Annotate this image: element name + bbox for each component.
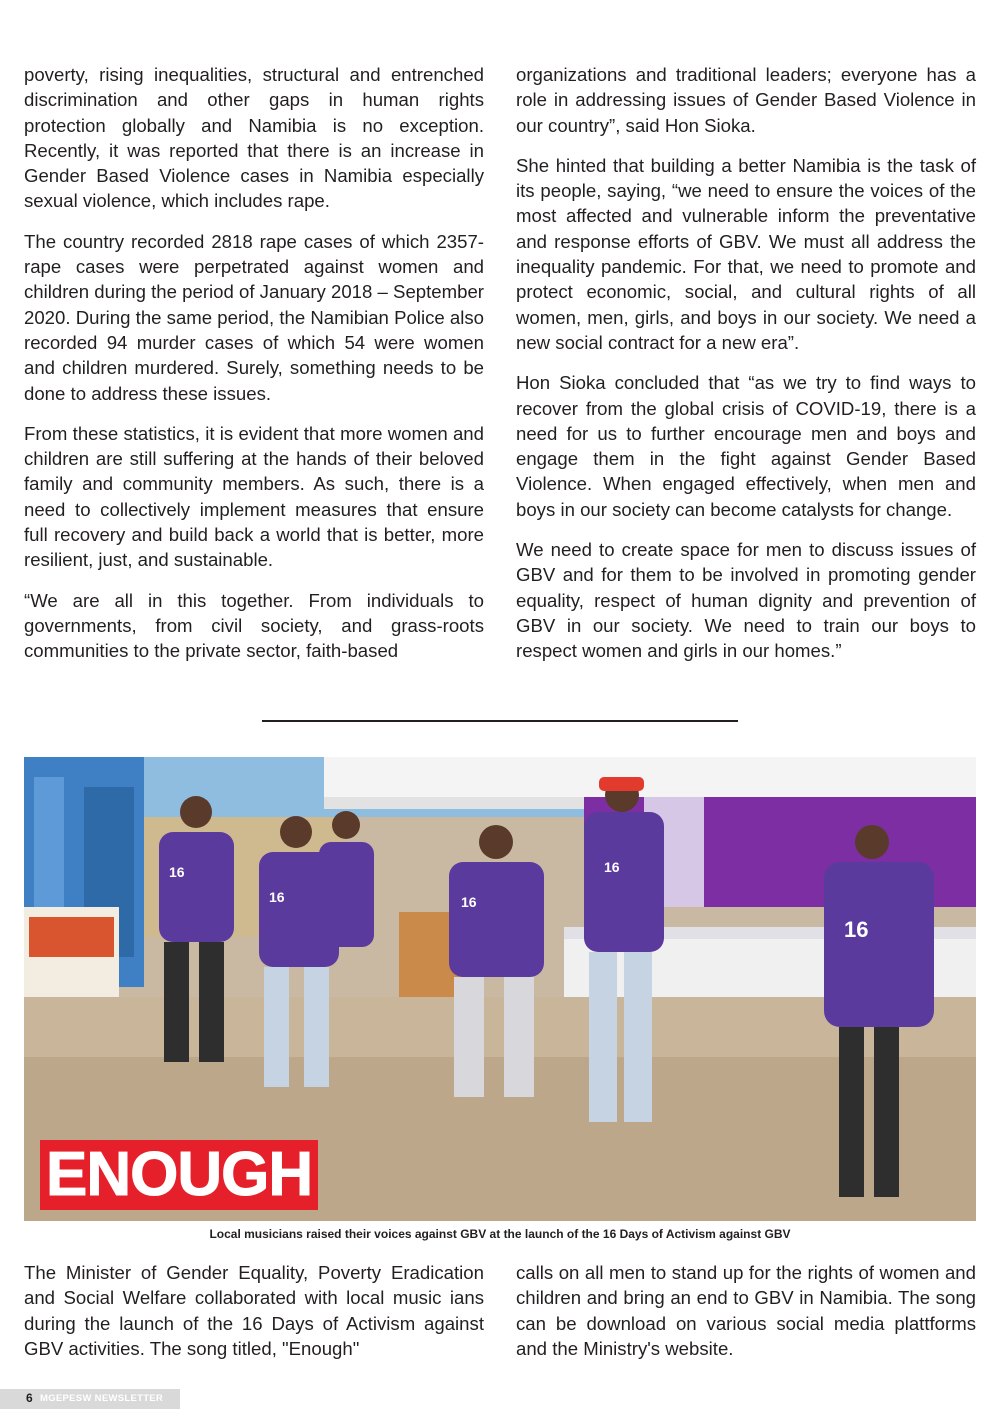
enough-title-overlay: ENOUGH	[40, 1140, 318, 1210]
paragraph: organizations and traditional leaders; everyone has a role in addressing issues of Gender Based Violence in our country”, said Hon Sioka.	[516, 64, 976, 136]
article-column-right-top	[516, 62, 976, 679]
section-divider	[262, 720, 738, 722]
svg-text:16: 16	[269, 889, 285, 905]
paragraph: Hon Sioka concluded that “as we try to find ways to recover from the global crisis of COVID-19, there is a need for us to further encourage men and boys and engage them in the fight against Gender Based Violence. When engaged effectively, when men and boys in our society can become catalysts for change.	[516, 372, 976, 520]
article-column-left-top	[24, 62, 484, 679]
paragraph: We need to create space for men to discuss issues of GBV and for them to be involved in promoting gender equality, respect of human dignity and prevention of GBV in our society. We need to train our boys to respect women and girls in our homes.”	[516, 539, 976, 662]
photo-caption: Local musicians raised their voices against GBV at the launch of the 16 Days of Activism against GBV	[209, 1227, 791, 1241]
paragraph: The country recorded 2818 rape cases of which 2357-rape cases were perpetrated against women and children during the period of January 2018 – September 2020. During the same period, the Namibian Police also recorded 94 murder cases of which 54 were women and children murdered. Surely, something needs to be done to address these issues.	[24, 230, 484, 404]
paragraph: calls on all men to stand up for the rights of women and children and bring an end to GBV in Namibia. The song can be download on various social media plattforms and the Ministry's website.	[516, 1262, 976, 1359]
article-column-right-bottom	[516, 1260, 976, 1376]
newsletter-label: MGEPESW NEWSLETTER	[40, 1393, 164, 1404]
paragraph: poverty, rising inequalities, structural and entrenched discrimination and other gaps in human rights protection globally and Namibia is no exception. Recently, it was reported that there is an increase in Gender Based Violence cases in Namibia especially sexual violence, which includes rape.	[24, 64, 484, 212]
svg-text:16: 16	[169, 864, 185, 880]
article-column-left-bottom	[24, 1260, 484, 1376]
paragraph: The Minister of Gender Equality, Poverty Eradication and Social Welfare collaborated with local music ians during the launch of the 16 Days of Activism against GBV activities. The song titled, "Enough"	[24, 1262, 484, 1359]
svg-text:16: 16	[604, 859, 620, 875]
svg-text:16: 16	[461, 894, 477, 910]
paragraph: From these statistics, it is evident that more women and children are still suffering at the hands of their beloved family and community members. As such, there is a need to collectively implement measures that ensure full recovery and build back a world that is better, more resilient, just, and sustainable.	[24, 422, 484, 571]
paragraph: She hinted that building a better Namibia is the task of its people, saying, “we need to ensure the voices of the most affected and vulnerable inform the preventative and response efforts of GBV. We must all address the inequality pandemic. For that, we need to promote and protect economic, social, and cultural rights of all women, men, girls, and boys in our society. We need a new social contract for a new era”.	[516, 154, 976, 353]
page-number: 6	[26, 1391, 33, 1405]
svg-text:16: 16	[844, 917, 869, 942]
paragraph: “We are all in this together. From individuals to governments, from civil society, and grass-roots communities to the private sector, faith-based	[24, 589, 484, 662]
